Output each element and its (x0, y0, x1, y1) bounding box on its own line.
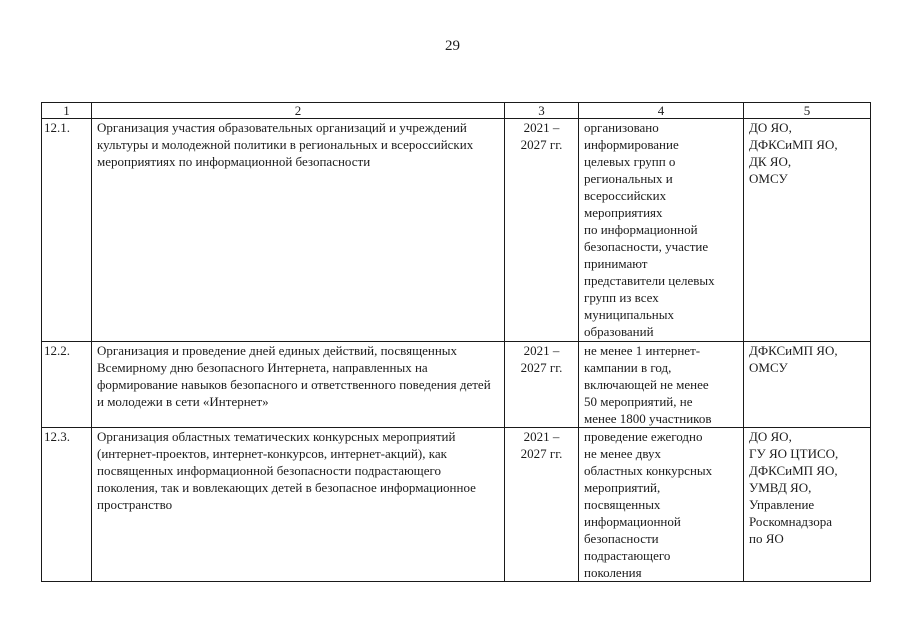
period-cell: 2021 – 2027 гг. (505, 119, 579, 342)
row-number: 12.3. (42, 428, 92, 582)
result-cell: не менее 1 интернет- кампании в год, включающей не менее 50 мероприятий, не менее 1800 участников (579, 342, 744, 428)
table-row (42, 119, 871, 342)
column-number-1: 1 (42, 103, 92, 119)
activity-cell: Организация и проведение дней единых действий, посвященных Всемирному дню безопасного Интернета, направленных на формирование навыков безопасного и ответственного поведения детей и молодежи в сети «Интернет» (92, 342, 505, 428)
table-row (42, 342, 871, 428)
column-number-3: 3 (505, 103, 579, 119)
row-number: 12.1. (42, 119, 92, 342)
page-number: 29 (445, 38, 460, 54)
table-header-row (42, 103, 871, 119)
column-number-2: 2 (92, 103, 505, 119)
period-cell: 2021 – 2027 гг. (505, 342, 579, 428)
result-cell: проведение ежегодно не менее двух областных конкурсных мероприятий, посвященных информационной безопасности подрастающего поколения (579, 428, 744, 582)
executors-cell: ДФКСиМП ЯО, ОМСУ (744, 342, 871, 428)
measures-table (41, 102, 871, 582)
row-number: 12.2. (42, 342, 92, 428)
executors-cell: ДО ЯО, ГУ ЯО ЦТИСО, ДФКСиМП ЯО, УМВД ЯО, Управление Роскомнадзора по ЯО (744, 428, 871, 582)
result-cell: организовано информирование целевых групп о региональных и всероссийских мероприятиях по информационной безопасности, участие принимают представители целевых групп из всех муниципальных образований (579, 119, 744, 342)
executors-cell: ДО ЯО, ДФКСиМП ЯО, ДК ЯО, ОМСУ (744, 119, 871, 342)
column-number-4: 4 (579, 103, 744, 119)
activity-cell: Организация участия образовательных организаций и учреждений культуры и молодежной политики в региональных и всероссийских мероприятиях по информационной безопасности (92, 119, 505, 342)
period-cell: 2021 – 2027 гг. (505, 428, 579, 582)
column-number-5: 5 (744, 103, 871, 119)
activity-cell: Организация областных тематических конкурсных мероприятий (интернет-проектов, интернет-конкурсов, интернет-акций), как посвященных информационной безопасности подрастающего поколения, так и вовлекающих детей в безопасное информационное пространство (92, 428, 505, 582)
table-row (42, 428, 871, 582)
